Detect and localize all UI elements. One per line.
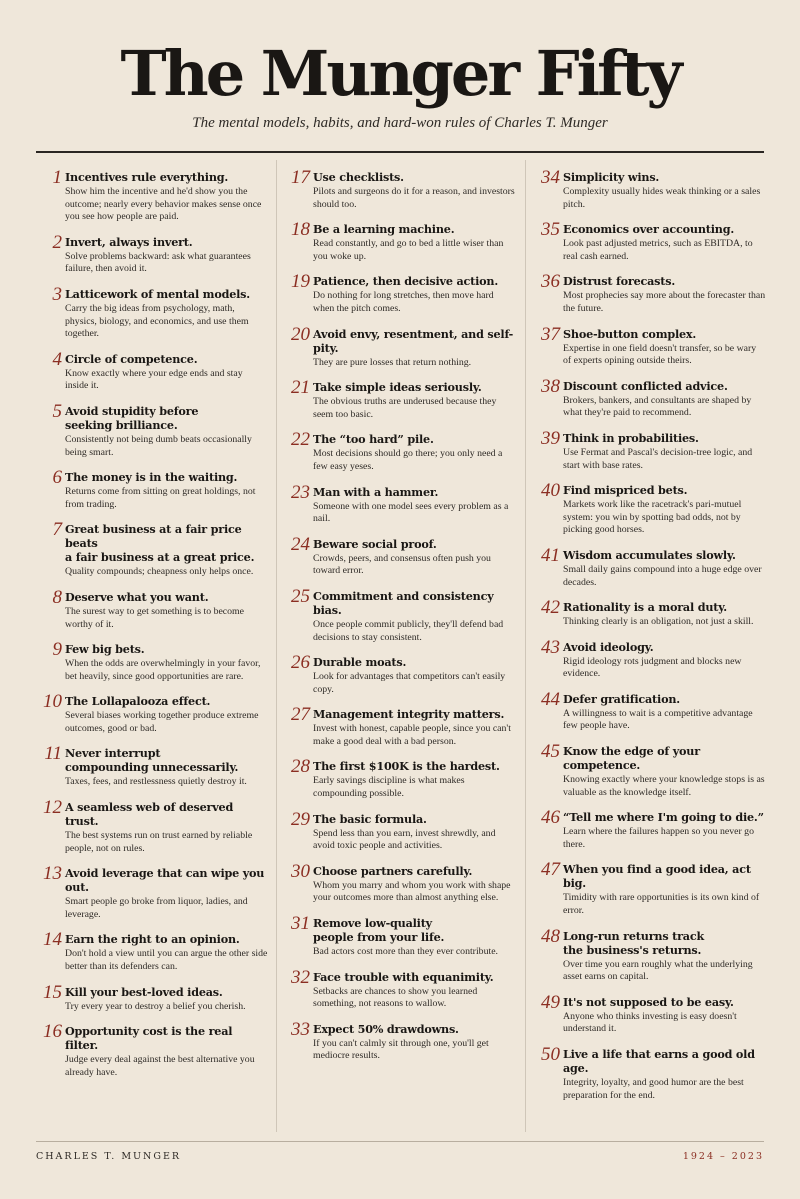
list-item	[286, 1018, 516, 1063]
list-item	[38, 283, 268, 341]
item-description: Pilots and surgeons do it for a reason, and investors should too.	[313, 186, 515, 210]
item-description: Consistently not being dumb beats occasionally being smart.	[65, 433, 252, 458]
item-number: 35	[541, 219, 560, 241]
item-title: Avoid ideology.	[563, 639, 654, 654]
list-item	[536, 859, 766, 917]
list-item	[286, 533, 516, 578]
item-number: 46	[541, 807, 560, 829]
item-title: The Lollapalooza effect.	[65, 694, 211, 709]
item-number: 40	[541, 480, 560, 502]
item-number: 44	[541, 688, 560, 710]
item-number: 32	[291, 966, 310, 988]
list-item	[38, 400, 268, 459]
list-item	[38, 863, 268, 921]
page-subtitle: The mental models, habits, and hard-won rules of Charles T. Munger	[192, 115, 608, 131]
item-title: Earn the right to an opinion.	[65, 932, 240, 947]
column-1	[38, 167, 268, 1090]
footer-name: CHARLES T. MUNGER	[36, 1151, 182, 1162]
item-description: Carry the big ideas from psychology, math, physics, biology, and economics, and use them together.	[65, 302, 249, 340]
list-item	[38, 519, 268, 579]
item-title: Beware social proof.	[313, 536, 437, 551]
item-number: 17	[291, 167, 310, 188]
item-number: 16	[43, 1021, 62, 1043]
item-title: Invert, always invert.	[65, 234, 193, 249]
item-number: 27	[291, 704, 310, 726]
item-title: The first $100K is the hardest.	[313, 759, 500, 774]
list-item	[286, 271, 516, 315]
item-description: The best systems run on trust earned by reliable people, not on rules.	[65, 830, 253, 854]
item-description: Try every year to destroy a belief you cherish.	[65, 1000, 246, 1012]
item-title: Distrust forecasts.	[563, 274, 676, 289]
item-description: Anyone who thinks investing is easy doesn't understand it.	[563, 1010, 737, 1035]
list-item	[286, 585, 516, 644]
item-number: 22	[291, 429, 310, 451]
item-number: 49	[541, 991, 560, 1013]
list-item	[536, 925, 766, 984]
item-description: Show him the incentive and he'd show you the outcome; nearly every behavior makes sense once you see how people are paid.	[65, 186, 262, 223]
list-item	[286, 756, 516, 800]
item-title: Few big bets.	[65, 642, 145, 657]
item-number: 15	[43, 981, 62, 1003]
item-title: Incentives rule everything.	[65, 170, 229, 184]
item-description: Thinking clearly is an obligation, not just a skill.	[563, 616, 754, 628]
list-item	[286, 481, 516, 526]
item-description: Whom you marry and whom you work with shape your outcomes more than almost anything else.	[313, 879, 511, 904]
list-item	[536, 1044, 766, 1102]
item-number: 37	[541, 323, 560, 345]
item-description: Look past adjusted metrics, such as EBITDA, to real cash earned.	[563, 238, 753, 262]
item-description: Knowing exactly where your knowledge stops is as valuable as the knowledge itself.	[563, 774, 765, 798]
item-title: Discount conflicted advice.	[563, 378, 728, 393]
item-number: 12	[43, 797, 62, 819]
item-title: It's not supposed to be easy.	[563, 994, 734, 1009]
item-title: The basic formula.	[313, 811, 427, 826]
item-number: 23	[291, 481, 310, 503]
list-item	[536, 427, 766, 472]
list-item	[286, 808, 516, 853]
list-item	[286, 652, 516, 696]
item-description: Smart people go broke from liquor, ladies, and leverage.	[65, 896, 248, 920]
item-description: Brokers, bankers, and consultants are shaped by what they're paid to recommend.	[563, 394, 752, 419]
list-item	[536, 991, 766, 1036]
item-description: Quality compounds; cheapness only helps once.	[65, 566, 254, 578]
item-title: Find mispriced bets.	[563, 483, 688, 498]
item-title: Avoid leverage that can wipe you out.	[65, 866, 265, 895]
item-description: The obvious truths are underused because they seem too basic.	[313, 396, 497, 420]
list-item	[38, 981, 268, 1014]
list-item	[38, 348, 268, 393]
bottom-divider	[36, 1141, 764, 1142]
list-item	[536, 480, 766, 537]
list-item	[536, 688, 766, 733]
item-number: 34	[541, 167, 560, 188]
item-title: Take simple ideas seriously.	[313, 380, 482, 395]
item-number: 50	[541, 1044, 560, 1065]
item-number: 8	[52, 586, 62, 608]
item-description: Rigid ideology rots judgment and blocks new evidence.	[563, 655, 742, 680]
item-description: Do nothing for long stretches, then move hard when the pitch comes.	[313, 290, 494, 314]
item-title: The “too hard” pile.	[313, 432, 434, 447]
item-title: Latticework of mental models.	[65, 286, 250, 301]
item-description: Someone with one model sees every problem as a nail.	[313, 500, 509, 525]
item-title: Long-run returns track the business's returns.	[563, 928, 704, 957]
item-description: Over time you earn roughly what the underlying asset earns on capital.	[563, 958, 753, 983]
item-title: Durable moats.	[313, 655, 407, 670]
item-title: Opportunity cost is the real filter.	[65, 1024, 233, 1053]
item-number: 2	[52, 231, 62, 253]
item-description: Taxes, fees, and restlessness quietly destroy it.	[65, 776, 247, 788]
footer-years: 1924 – 2023	[682, 1151, 764, 1162]
list-item	[536, 741, 766, 799]
item-number: 11	[44, 743, 62, 765]
item-title: “Tell me where I'm going to die.”	[563, 810, 764, 825]
item-title: Choose partners carefully.	[313, 863, 473, 878]
item-number: 24	[291, 533, 310, 555]
item-description: Learn where the failures happen so you never go there.	[563, 826, 754, 850]
item-description: Complexity usually hides weak thinking or a sales pitch.	[563, 186, 761, 210]
item-title: Use checklists.	[313, 170, 404, 184]
list-item	[536, 807, 766, 851]
item-title: Kill your best-loved ideas.	[65, 984, 223, 999]
item-number: 9	[52, 639, 62, 661]
list-item	[38, 639, 268, 683]
top-divider	[36, 151, 764, 153]
item-description: If you can't calmly sit through one, you'll get mediocre results.	[313, 1037, 489, 1062]
item-title: Great business at a fair price beats a fair business at a great price.	[65, 522, 255, 565]
item-number: 10	[43, 691, 62, 713]
item-title: Expect 50% drawdowns.	[313, 1021, 459, 1036]
item-title: Remove low-quality people from your life.	[313, 916, 445, 945]
item-description: Timidity with rare opportunities is its own kind of error.	[563, 892, 760, 917]
item-title: Know the edge of your competence.	[563, 744, 700, 773]
item-number: 43	[541, 636, 560, 658]
column-2	[286, 167, 516, 1074]
item-number: 13	[43, 863, 62, 885]
item-number: 38	[541, 375, 560, 397]
item-description: Invest with honest, capable people, since you can't make a good deal with a bad person.	[313, 723, 511, 747]
list-item	[286, 323, 516, 370]
item-number: 21	[291, 377, 310, 399]
item-title: A seamless web of deserved trust.	[65, 800, 234, 829]
list-item	[38, 1021, 268, 1079]
list-item	[286, 219, 516, 263]
item-title: Think in probabilities.	[563, 430, 699, 445]
item-description: Most prophecies say more about the forecaster than the future.	[563, 290, 766, 314]
item-number: 41	[541, 544, 560, 566]
list-item	[286, 167, 516, 211]
item-number: 1	[52, 167, 62, 188]
item-description: Don't hold a view until you can argue the other side better than its defenders can.	[65, 948, 268, 973]
item-description: Most decisions should go there; you only need a few easy yeses.	[313, 448, 503, 472]
item-title: Never interrupt compounding unnecessarily.	[65, 746, 239, 775]
item-number: 31	[291, 913, 310, 935]
item-number: 45	[541, 741, 560, 763]
item-number: 36	[541, 271, 560, 293]
list-item	[38, 743, 268, 789]
item-description: Know exactly where your edge ends and stay inside it.	[65, 367, 243, 392]
list-item	[38, 691, 268, 735]
item-number: 42	[541, 597, 560, 619]
list-item	[536, 167, 766, 211]
item-number: 48	[541, 925, 560, 947]
item-number: 14	[43, 929, 62, 951]
item-description: Bad actors cost more than they ever contribute.	[313, 946, 498, 958]
item-description: A willingness to wait is a competitive advantage few people have.	[563, 707, 753, 732]
list-item	[38, 586, 268, 631]
list-item	[536, 597, 766, 629]
item-number: 7	[52, 519, 62, 541]
item-title: Man with a hammer.	[313, 484, 439, 499]
item-description: Small daily gains compound into a huge edge over decades.	[563, 563, 762, 588]
item-number: 39	[541, 427, 560, 449]
item-title: Live a life that earns a good old age.	[563, 1047, 755, 1075]
item-title: Face trouble with equanimity.	[313, 969, 494, 984]
list-item	[536, 375, 766, 420]
item-description: Several biases working together produce extreme outcomes, good or bad.	[65, 710, 259, 734]
item-title: Circle of competence.	[65, 351, 198, 366]
item-description: Crowds, peers, and consensus often push you toward error.	[313, 552, 491, 577]
list-item	[286, 860, 516, 905]
column-divider	[525, 160, 526, 1132]
list-item	[536, 219, 766, 263]
item-number: 19	[291, 271, 310, 293]
item-title: Be a learning machine.	[313, 222, 455, 237]
item-description: Judge every deal against the best alternative you already have.	[65, 1054, 255, 1078]
item-title: Simplicity wins.	[563, 170, 660, 184]
item-description: Spend less than you earn, invest shrewdly, and avoid toxic people and activities.	[313, 827, 496, 852]
item-description: Early savings discipline is what makes compounding possible.	[313, 775, 465, 800]
list-item	[286, 913, 516, 959]
item-title: Commitment and consistency bias.	[313, 588, 494, 617]
item-title: Economics over accounting.	[563, 222, 735, 237]
list-item	[286, 704, 516, 748]
item-number: 3	[52, 283, 62, 305]
item-number: 47	[541, 859, 560, 881]
column-divider	[276, 160, 277, 1132]
list-item	[38, 167, 268, 224]
list-item	[286, 429, 516, 473]
item-title: The money is in the waiting.	[65, 470, 238, 485]
item-description: Use Fermat and Pascal's decision-tree logic, and start with base rates.	[563, 446, 753, 471]
list-item	[286, 377, 516, 421]
item-title: Deserve what you want.	[65, 589, 209, 604]
list-item	[536, 636, 766, 681]
list-item	[38, 929, 268, 973]
item-title: Defer gratification.	[563, 691, 680, 706]
item-description: The surest way to get something is to become worthy of it.	[65, 605, 245, 630]
item-number: 6	[52, 467, 62, 489]
item-description: Expertise in one field doesn't transfer, so be wary of experts opining outside theirs.	[563, 342, 757, 367]
item-number: 5	[52, 400, 62, 422]
item-number: 26	[291, 652, 310, 674]
list-item	[38, 797, 268, 855]
list-item	[38, 231, 268, 276]
item-title: Wisdom accumulates slowly.	[563, 547, 736, 562]
item-number: 30	[291, 860, 310, 882]
item-number: 18	[291, 219, 310, 241]
list-item	[286, 966, 516, 1011]
item-description: When the odds are overwhelmingly in your favor, bet heavily, since good opportunities are rare.	[65, 658, 261, 682]
page-title: The Munger Fifty	[120, 37, 680, 110]
item-title: Patience, then decisive action.	[313, 274, 499, 289]
item-description: Solve problems backward: ask what guarantees failure, then avoid it.	[65, 250, 251, 275]
item-title: Management integrity matters.	[313, 707, 505, 722]
column-3	[536, 167, 766, 1113]
item-description: They are pure losses that return nothing.	[313, 356, 472, 368]
item-number: 33	[291, 1018, 310, 1040]
list-item	[536, 271, 766, 315]
item-description: Returns come from sitting on great holdings, not from trading.	[65, 486, 256, 510]
item-number: 4	[52, 348, 62, 370]
item-title: When you find a good idea, act big.	[563, 862, 751, 891]
item-description: Setbacks are chances to show you learned something, not reasons to wallow.	[313, 985, 478, 1010]
item-description: Once people commit publicly, they'll defend bad decisions to stay consistent.	[313, 618, 504, 643]
item-number: 29	[291, 808, 310, 830]
item-title: Rationality is a moral duty.	[563, 600, 727, 615]
item-description: Markets work like the racetrack's pari-mutuel system: you win by spotting bad odds, not by picking good horses.	[563, 499, 742, 536]
list-item	[536, 323, 766, 368]
item-title: Avoid stupidity before seeking brilliance.	[65, 403, 199, 432]
list-item	[536, 544, 766, 589]
item-number: 25	[291, 585, 310, 607]
item-description: Integrity, loyalty, and good humor are the best preparation for the end.	[563, 1077, 744, 1101]
item-number: 28	[291, 756, 310, 778]
list-item	[38, 467, 268, 511]
item-title: Avoid envy, resentment, and self-pity.	[313, 326, 514, 355]
item-number: 20	[291, 323, 310, 345]
item-description: Read constantly, and go to bed a little wiser than you woke up.	[313, 238, 504, 262]
item-description: Look for advantages that competitors can't easily copy.	[313, 671, 506, 695]
item-title: Shoe-button complex.	[563, 326, 697, 341]
